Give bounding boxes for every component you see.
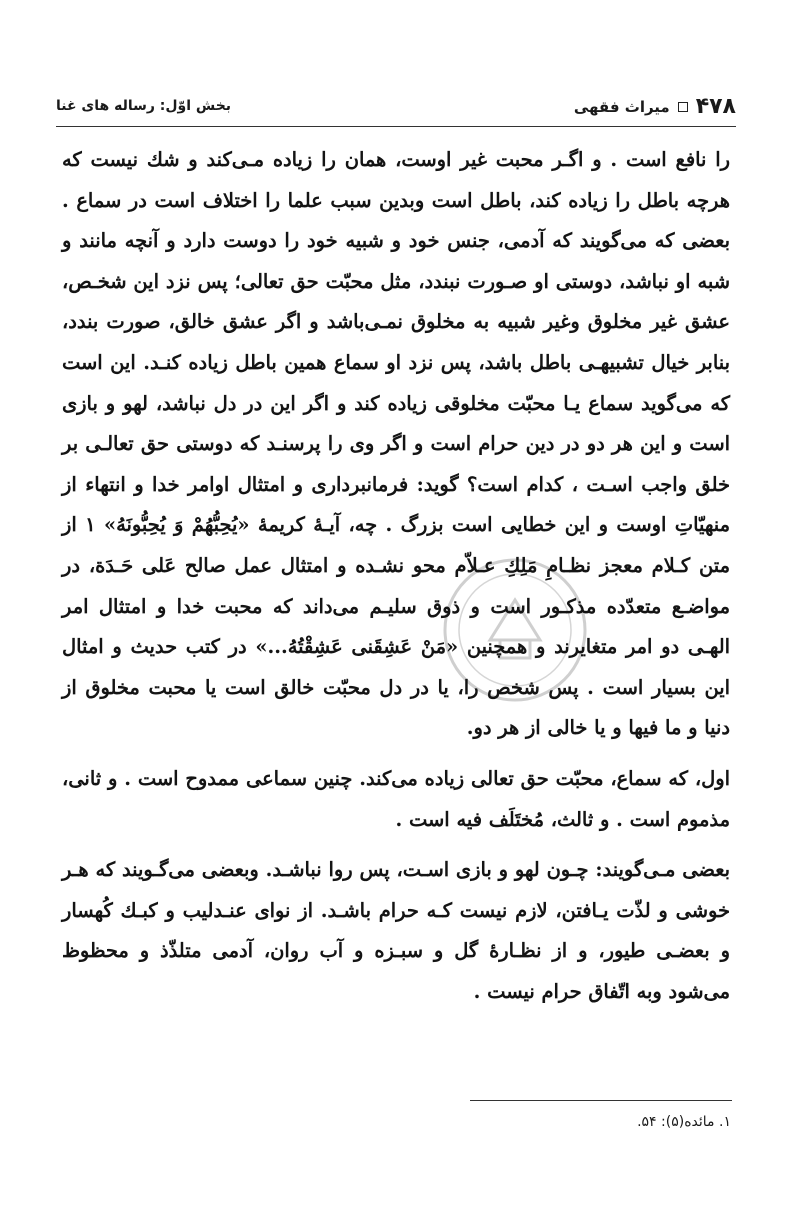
section-title: بخش اوّل: رساله های غنا (56, 98, 232, 114)
page-info (574, 94, 736, 119)
running-header (56, 86, 736, 122)
page-number: ۴۷۸ (695, 94, 736, 119)
footnote: ۱. مائده(۵): ۵۴. (637, 1114, 731, 1130)
main-text (62, 140, 730, 1020)
book-title: میراث فقهی (573, 97, 670, 116)
header-divider (56, 126, 736, 127)
paragraph-3: بعضی مـی‌گویند: چـون لهو و بازی اسـت، پس روا نباشـد. وبعضی می‌گـویند که هـر خوشی و لذّت یـافتن، لازم نیست کـه حرام باشـد. از نوای عنـدلیب و کبـك کُهسار و بعضـی طیور، و از نظـارهٔ گل و سبـزه و آب روان، آدمی متلذّذ و محظوظ می‌شود وبه اتّفاق حرام نیست . (62, 858, 730, 1003)
paragraph-2: اول، که سماع، محبّت حق تعالی زیاده می‌کند. چنین سماعی ممدوح است . و ثانی، مذموم است . و ثالث، مُختَلَف فیه است . (62, 766, 730, 831)
separator-square-icon (678, 102, 688, 112)
paragraph-1: را نافع است . و اگـر محبت غیر اوست، همان را زیاده مـی‌کند و شك نیست که هرچه باطل را زیاده کند، باطل است وبدین سبب علما را اختلاف است در سماع . بعضی که می‌گویند که آدمی، جنس خود و شبیه خود را دوست دارد و آنچه مانند و شبه او نباشد، دوستی او صـورت نبندد، مثل محبّت حق تعالی؛ پس نزد این شخـص، عشق غیر مخلوق وغیر شبیه به مخلوق نمـی‌باشد و اگر عشق خالق، صورت بندد، بنابر خیال تشبیهـی باطل باشد، پس نزد او سماع همین باطل زیاده کنـد. این است که می‌گوید سماع یـا محبّت مخلوقی زیاده کند و اگر این در دل نباشد، لهو و بازی است و این هر دو در دین حرام است و اگر وی را پرسنـد که دوستی حق تعالـی بر خلق واجب اسـت ، کدام است؟ گوید: فرمانبرداری و امتثال اوامر خدا و انتهاء از منهیّاتِ اوست و این خطایی است بزرگ . چه، آیـهٔ کریمهٔ «یُحِبُّهُمْ وَ یُحِبُّونَهُ» ۱ از متن کـلام معجز نظـامِ مَلِكِ عـلاّم محو نشـده و امتثال عمل صالح عَلی حَـدَة، در مواضـع متعدّده مذکـور است و ذوق سلیـم می‌داند که محبت خدا و امتثال امر الهـی دو امر متغایرند و همچنین «مَنْ عَشِقَنی عَشِقْتُهُ...» در کتب حدیث و امثال این بسیار است . پس شخص را، یا در دل محبّت خالق است یا محبت مخلوق از دنیا و ما فیها و یا خالی از هر دو. (62, 148, 730, 740)
footnote-divider (470, 1100, 732, 1101)
